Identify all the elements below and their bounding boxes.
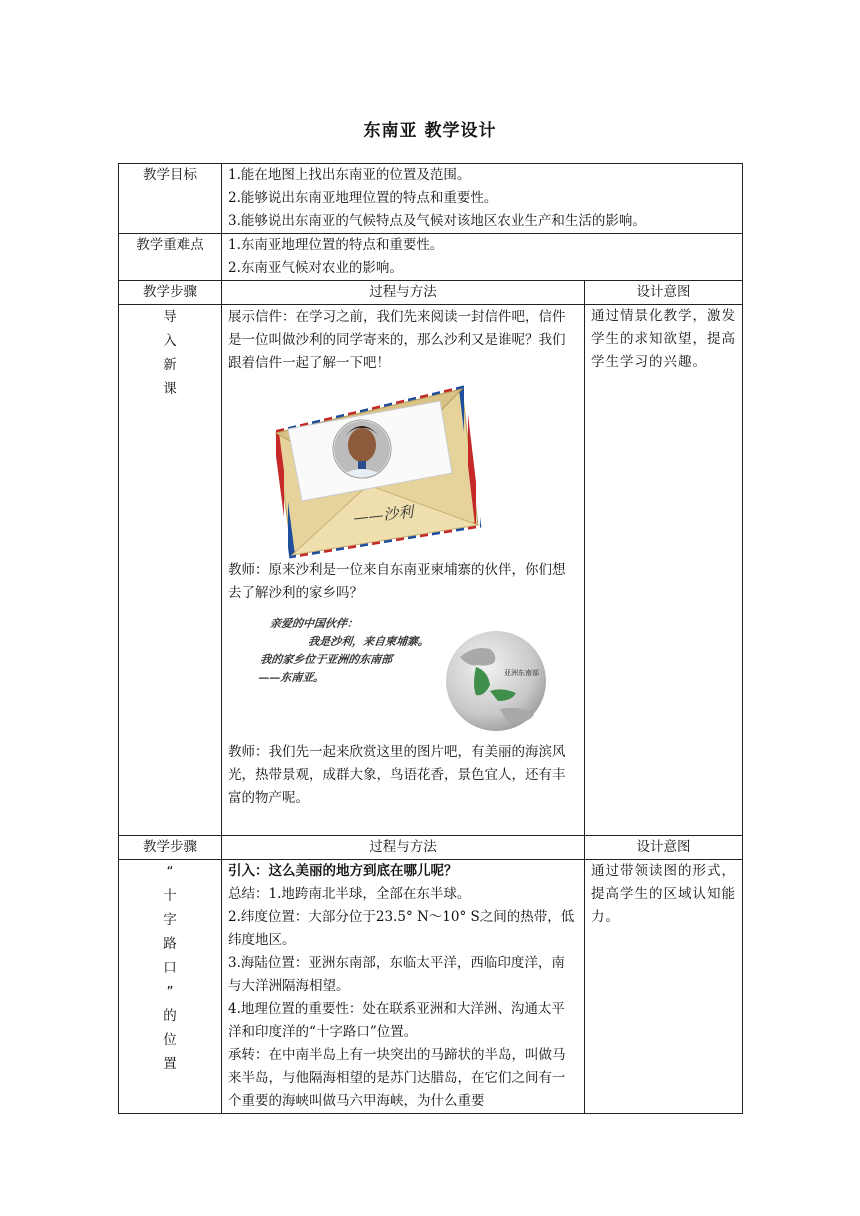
header-intent: 设计意图	[585, 281, 743, 305]
goal-item: 1.能在地图上找出东南亚的位置及范围。	[228, 167, 471, 183]
section1-content	[222, 305, 585, 836]
letter-line: 我的家乡位于亚洲的东南部	[259, 653, 393, 666]
lesson-plan-table	[118, 163, 743, 1114]
document-title: 东南亚 教学设计	[363, 121, 497, 141]
section2-content	[222, 860, 585, 1114]
key-point-item: 2.东南亚气候对农业的影响。	[228, 260, 403, 276]
section2-line: 3.海陆位置：亚洲东南部，东临太平洋，西临印度洋，南与大洋洲隔海相望。	[228, 955, 565, 994]
section1-intent: 通过情景化教学，激发学生的求知欲望，提高学生学习的兴趣。	[585, 305, 743, 836]
section2-line: 总结：1.地跨南北半球，全部在东半球。	[228, 886, 471, 902]
header-intent: 设计意图	[585, 836, 743, 860]
letter-line: ——东南亚。	[257, 671, 325, 684]
section2-label-char: ”	[166, 984, 174, 1000]
globe-label: 亚洲东南部	[504, 669, 539, 677]
section2-lead: 引入：这么美丽的地方到底在哪儿呢？	[228, 863, 458, 879]
section1-label-char: 新	[163, 357, 177, 373]
goals-row	[119, 164, 743, 234]
section1-label-char: 入	[163, 333, 177, 349]
key-point-item: 1.东南亚地理位置的特点和重要性。	[228, 237, 444, 253]
section1-label	[119, 305, 222, 836]
section1-row	[119, 305, 743, 836]
key-points-row	[119, 234, 743, 281]
section2-line: 2.纬度位置：大部分位于23.5° N～10° S之间的热带，低纬度地区。	[228, 909, 575, 948]
key-points-content	[222, 234, 743, 281]
goal-item: 2.能够说出东南亚地理位置的特点和重要性。	[228, 190, 498, 206]
key-points-label: 教学重难点	[119, 234, 222, 281]
header-process: 过程与方法	[222, 281, 585, 305]
section1-label-char: 导	[163, 309, 177, 325]
section2-label-char: “	[166, 864, 174, 880]
section2-label	[119, 860, 222, 1114]
header-process: 过程与方法	[222, 836, 585, 860]
section2-row	[119, 860, 743, 1114]
section2-label-char: 路	[163, 936, 177, 952]
goals-content	[222, 164, 743, 234]
letter-globe-illustration	[228, 605, 578, 741]
envelope-illustration	[228, 375, 578, 559]
header-steps: 教学步骤	[119, 281, 222, 305]
section1-label-char: 课	[163, 381, 177, 397]
section2-intent: 通过带领读图的形式，提高学生的区域认知能力。	[585, 860, 743, 1114]
section1-para3: 教师：我们先一起来欣赏这里的图片吧，有美丽的海滨风光，热带景观，成群大象，鸟语花香，景色宜人，还有丰富的物产呢。	[228, 744, 566, 806]
goals-label: 教学目标	[119, 164, 222, 234]
letter-line: 我是沙利，来自柬埔寨。	[307, 635, 430, 648]
section2-label-char: 的	[163, 1008, 177, 1024]
header-row-2	[119, 836, 743, 860]
section2-label-char: 置	[163, 1056, 177, 1072]
header-row	[119, 281, 743, 305]
goal-item: 3.能够说出东南亚的气候特点及气候对该地区农业生产和生活的影响。	[228, 213, 646, 229]
section2-label-char: 口	[163, 960, 177, 976]
header-steps: 教学步骤	[119, 836, 222, 860]
envelope-caption: ——沙利	[352, 502, 415, 527]
section1-para2: 教师：原来沙利是一位来自东南亚柬埔寨的伙伴，你们想去了解沙利的家乡吗？	[228, 562, 566, 601]
section2-label-char: 字	[163, 912, 177, 928]
section2-label-char: 位	[163, 1032, 177, 1048]
section2-label-char: 十	[163, 888, 177, 904]
section1-para1: 展示信件：在学习之前，我们先来阅读一封信件吧，信件是一位叫做沙利的同学寄来的，那么沙利又是谁呢？我们跟着信件一起了解一下吧！	[228, 309, 566, 371]
section2-line: 承转：在中南半岛上有一块突出的马蹄状的半岛，叫做马来半岛，与他隔海相望的是苏门达腊岛，在它们之间有一个重要的海峡叫做马六甲海峡，为什么重要	[228, 1047, 566, 1109]
letter-line: 亲爱的中国伙伴：	[269, 617, 359, 630]
section2-line: 4.地理位置的重要性：处在联系亚洲和大洋洲、沟通太平洋和印度洋的“十字路口”位置。	[228, 1001, 565, 1040]
